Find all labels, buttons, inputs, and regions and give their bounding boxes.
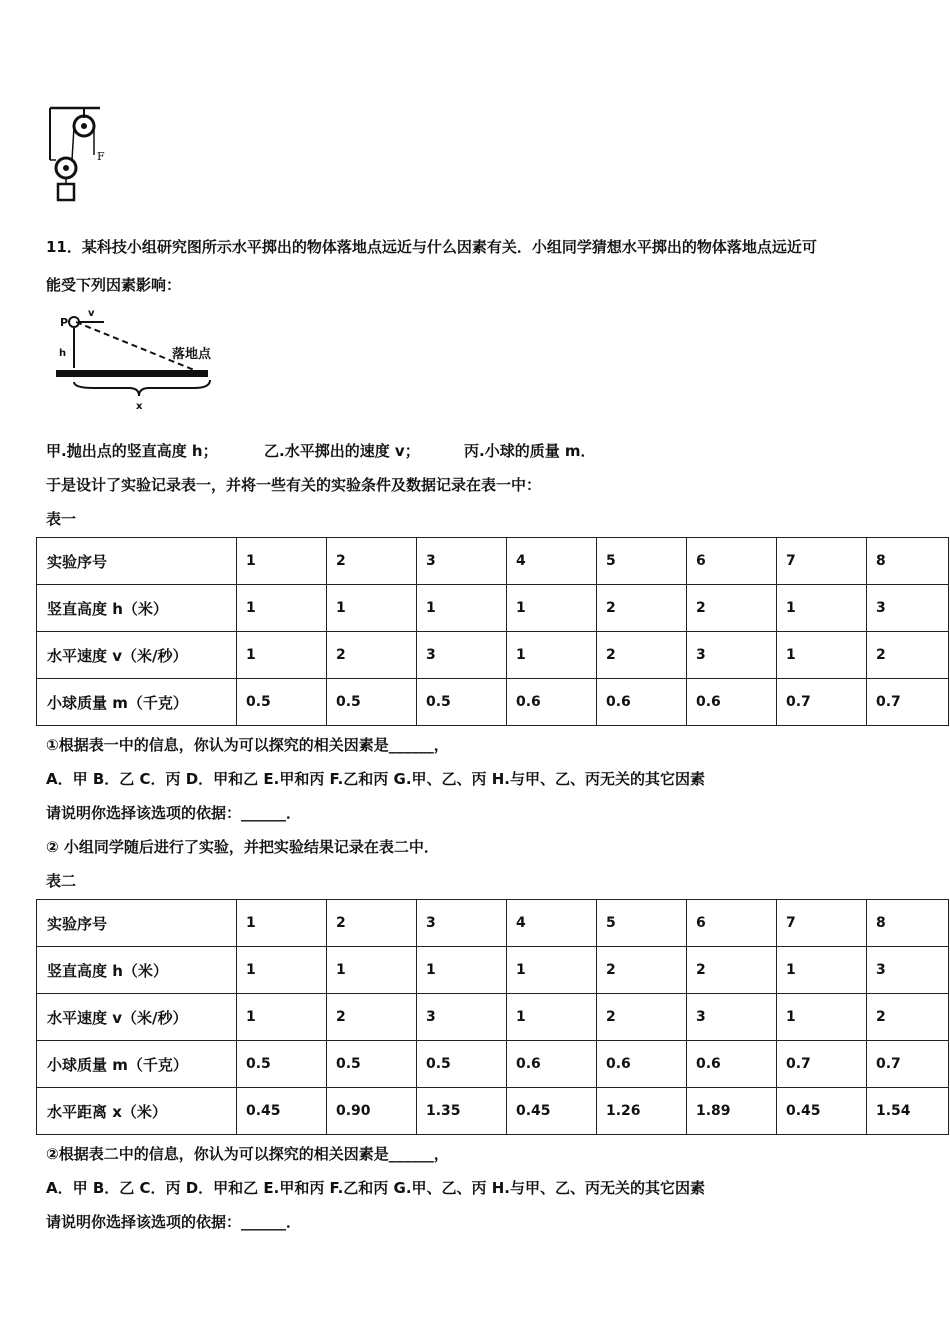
landing-label: 落地点 (172, 347, 212, 362)
factor-a: 甲.抛出点的竖直高度 h； (46, 442, 218, 460)
row-header-cell: 实验序号 (37, 538, 237, 585)
table-cell: 0.6 (597, 1041, 687, 1088)
table-cell: 0.45 (237, 1088, 327, 1135)
row-header-cell: 小球质量 m（千克） (37, 679, 237, 726)
row-header-cell: 水平速度 v（米/秒） (37, 632, 237, 679)
table-cell: 1 (507, 585, 597, 632)
reason-1: 请说明你选择该选项的依据：______． (46, 804, 302, 822)
question-line-1: 11．某科技小组研究图所示水平掷出的物体落地点远近与什么因素有关．小组同学猜想水平掷出的物体落地点远近可 (46, 238, 817, 256)
table-row (37, 679, 949, 726)
table-cell: 2 (597, 585, 687, 632)
table-cell: 3 (867, 947, 949, 994)
table-cell: 3 (417, 900, 507, 947)
table-cell: 6 (687, 900, 777, 947)
table-cell: 6 (687, 538, 777, 585)
row-header-cell: 竖直高度 h（米） (37, 947, 237, 994)
reason-2: 请说明你选择该选项的依据：______． (46, 1213, 302, 1231)
table-cell: 0.7 (777, 679, 867, 726)
row-header-cell: 实验序号 (37, 900, 237, 947)
table-cell: 1 (777, 585, 867, 632)
table-cell: 1.89 (687, 1088, 777, 1135)
table-cell: 7 (777, 538, 867, 585)
table-2 (36, 899, 949, 1135)
table-cell: 1.54 (867, 1088, 949, 1135)
table-cell: 1 (237, 900, 327, 947)
table-cell: 0.5 (417, 679, 507, 726)
table-cell: 4 (507, 538, 597, 585)
table-cell: 1 (777, 947, 867, 994)
pulley-diagram (44, 100, 114, 205)
table-cell: 3 (687, 994, 777, 1041)
table-row (37, 1041, 949, 1088)
table-cell: 3 (417, 538, 507, 585)
row-header-cell: 小球质量 m（千克） (37, 1041, 237, 1088)
table-row (37, 1088, 949, 1135)
table-cell: 8 (867, 900, 949, 947)
table-cell: 0.6 (687, 1041, 777, 1088)
row-header-cell: 竖直高度 h（米） (37, 585, 237, 632)
table-cell: 1 (417, 585, 507, 632)
table-cell: 1 (777, 994, 867, 1041)
table-cell: 0.45 (507, 1088, 597, 1135)
table-cell: 1 (237, 585, 327, 632)
table-cell: 2 (327, 632, 417, 679)
table-cell: 3 (417, 632, 507, 679)
table-cell: 1 (777, 632, 867, 679)
table-cell: 0.5 (237, 1041, 327, 1088)
table-cell: 0.5 (417, 1041, 507, 1088)
table-cell: 0.7 (777, 1041, 867, 1088)
x-label: x (136, 401, 143, 412)
table-cell: 2 (867, 632, 949, 679)
table-cell: 1.26 (597, 1088, 687, 1135)
intro-text: 于是设计了实验记录表一，并将一些有关的实验条件及数据记录在表一中： (46, 476, 542, 494)
table-cell: 5 (597, 900, 687, 947)
table-row (37, 632, 949, 679)
table-cell: 1 (237, 538, 327, 585)
table-row (37, 994, 949, 1041)
table-cell: 0.6 (597, 679, 687, 726)
table-cell: 2 (687, 947, 777, 994)
table-cell: 3 (867, 585, 949, 632)
factor-b: 乙.水平掷出的速度 v； (264, 442, 420, 460)
table-1 (36, 537, 949, 726)
force-label: F (97, 150, 105, 163)
question-line-2: 能受下列因素影响： (46, 276, 182, 294)
table-cell: 1 (507, 994, 597, 1041)
table-cell: 2 (327, 538, 417, 585)
row-header-cell: 水平距离 x（米） (37, 1088, 237, 1135)
table1-title: 表一 (46, 510, 77, 528)
table-cell: 1 (507, 632, 597, 679)
table-cell: 3 (687, 632, 777, 679)
table-cell: 0.5 (327, 679, 417, 726)
table2-title: 表二 (46, 872, 77, 890)
table-cell: 2 (597, 632, 687, 679)
table-cell: 2 (597, 947, 687, 994)
table-cell: 1 (327, 585, 417, 632)
table-cell: 0.5 (237, 679, 327, 726)
table-cell: 0.6 (507, 1041, 597, 1088)
v-label: v (88, 308, 95, 319)
table-row (37, 585, 949, 632)
projectile-figure (54, 308, 229, 413)
table-row (37, 947, 949, 994)
table-cell: 7 (777, 900, 867, 947)
table-cell: 1.35 (417, 1088, 507, 1135)
question-2: ②根据表二中的信息，你认为可以探究的相关因素是______， (46, 1145, 449, 1163)
options-1: A．甲 B．乙 C．丙 D．甲和乙 E.甲和丙 F.乙和丙 G.甲、乙、丙 H.与甲、乙、丙无关的其它因素 (46, 770, 706, 788)
table-cell: 2 (327, 994, 417, 1041)
table-cell: 0.6 (507, 679, 597, 726)
h-label: h (59, 348, 67, 359)
options-2: A．甲 B．乙 C．丙 D．甲和乙 E.甲和丙 F.乙和丙 G.甲、乙、丙 H.与甲、乙、丙无关的其它因素 (46, 1179, 706, 1197)
table-cell: 0.90 (327, 1088, 417, 1135)
table-cell: 0.7 (867, 679, 949, 726)
question-1: ①根据表一中的信息，你认为可以探究的相关因素是______， (46, 736, 449, 754)
table-cell: 0.6 (687, 679, 777, 726)
factor-c: 丙.小球的质量 m． (464, 442, 596, 460)
table-cell: 1 (417, 947, 507, 994)
question-2-intro: ② 小组同学随后进行了实验，并把实验结果记录在表二中． (46, 838, 439, 856)
table-cell: 1 (237, 994, 327, 1041)
table-cell: 1 (237, 632, 327, 679)
table-row (37, 900, 949, 947)
table-row (37, 538, 949, 585)
table-cell: 1 (237, 947, 327, 994)
table-cell: 1 (327, 947, 417, 994)
table-cell: 4 (507, 900, 597, 947)
table-cell: 3 (417, 994, 507, 1041)
row-header-cell: 水平速度 v（米/秒） (37, 994, 237, 1041)
table-cell: 2 (327, 900, 417, 947)
table-cell: 2 (867, 994, 949, 1041)
table-cell: 8 (867, 538, 949, 585)
table-cell: 1 (507, 947, 597, 994)
table-cell: 5 (597, 538, 687, 585)
p-label: P (60, 316, 69, 329)
table-cell: 0.5 (327, 1041, 417, 1088)
table-cell: 2 (597, 994, 687, 1041)
table-cell: 0.45 (777, 1088, 867, 1135)
table-cell: 0.7 (867, 1041, 949, 1088)
table-cell: 2 (687, 585, 777, 632)
